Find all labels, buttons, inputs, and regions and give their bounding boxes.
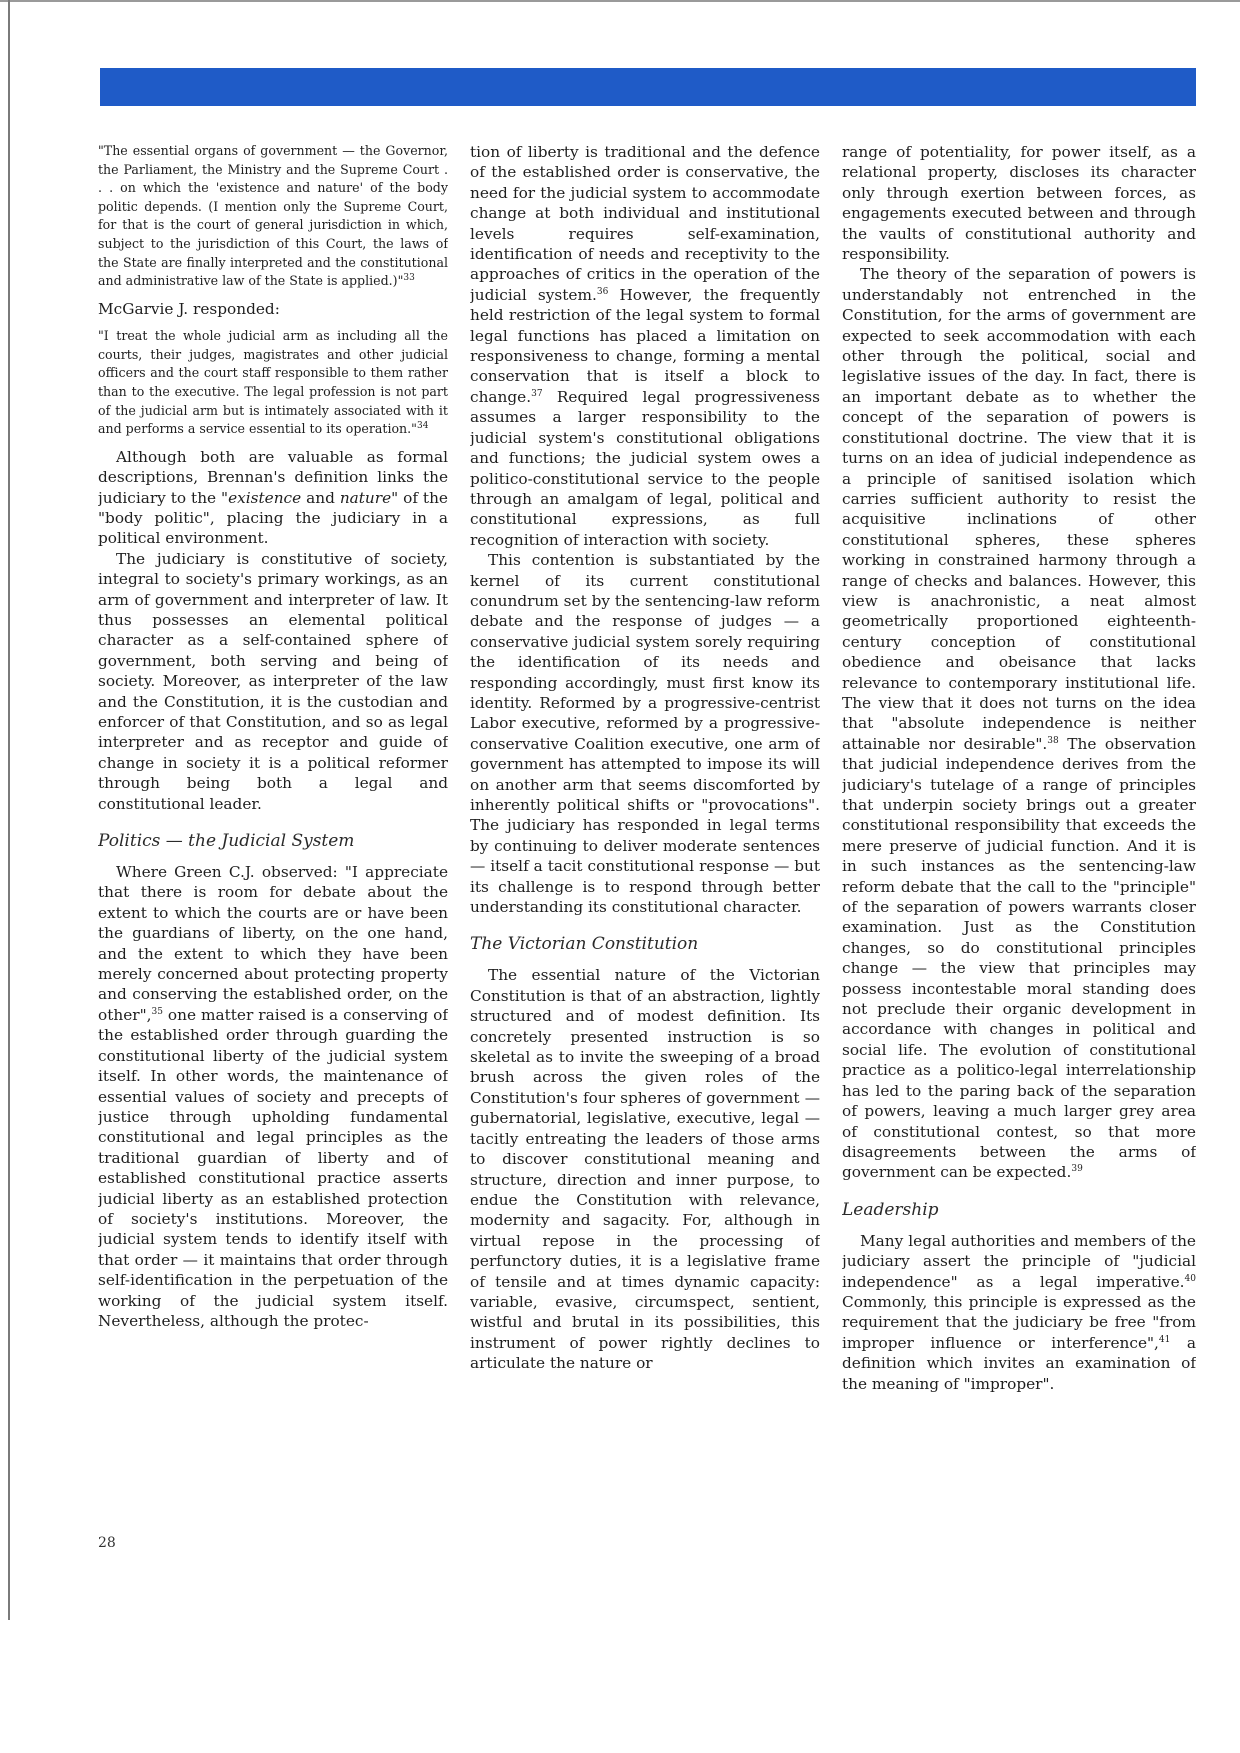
page-number: 28 (98, 1535, 116, 1551)
paragraph: The essential nature of the Victorian Constitution is that of an abstraction, lightly structured and of modest definition. Its concretely presented instruction is so skeletal as to invite the sweeping of a broad brush across the given roles of the Constitution's four spheres of government — gubernatorial, legislative, executive, legal — tacitly entreating the leaders of those arms to discover constitutional meaning and structure, direction and inner purpose, to endue the Constitution with relevance, modernity and sagacity. For, although in virtual repose in the processing of perfunctory duties, it is a legislative frame of tensile and at times dynamic capacity: variable, evasive, circumspect, sentient, wistful and brutal in its possibilities, this instrument of power rightly declines to articulate the nature or (470, 966, 820, 1373)
column-1 (98, 142, 448, 1522)
paragraph: The theory of the separation of powers is understandably not entrenched in the Constitution, for the arms of government are expected to seek accommodation with each other through the political, social and legislative issues of the day. In fact, there is an important debate as to whether the concept of the separation of powers is constitutional doctrine. The view that it is turns on an idea of judicial independence as a principle of sanitised isolation which carries sufficient authority to resist the acquisitive inclinations of other constitutional spheres, these spheres working in constrained harmony through a range of checks and balances. However, this view is anachronistic, a neat almost geometrically proportioned eighteenth-century conception of constitutional obedience and obeisance that lacks relevance to contemporary institutional life. The view that it does not turns on the idea that "absolute independence is neither attainable nor desirable".$^{38}$ The observation that judicial independence derives from the judiciary's tutelage of a range of principles that underpin society brings out a greater constitutional responsibility that exceeds the mere preserve of judicial function. And it is in such instances as the sentencing-law reform debate that the call to the "principle" of the separation of powers warrants closer examination. Just as the Constitution changes, so do constitutional principles change — the view that principles may possess incontestable moral standing does not preclude their organic development in accordance with changes in political and social life. The evolution of constitutional practice as a politico-legal interrelationship has led to the paring back of the separation of powers, leaving a much larger grey area of constitutional contest, so that more disagreements between the arms of government can be expected.$^{39}$ (842, 265, 1196, 1182)
paragraph-continued: range of potentiality, for power itself, as a relational property, discloses its character only through exertion between forces, as engagements executed between and through the vaults of constitutional authority and responsibility. (842, 143, 1196, 264)
column-2 (470, 142, 820, 1522)
footnote-ref-40[interactable]: 40 (1184, 1273, 1196, 1284)
paragraph: Although both are valuable as formal descriptions, Brennan's definition links the judiciary to the "existence and nature" of the "body politic", placing the judiciary in a political environment. (98, 447, 448, 548)
mcgarvie-lead-in: McGarvie J. responded: (98, 299, 280, 318)
header-band (100, 68, 1196, 106)
footnote-ref-33[interactable]: 33 (403, 272, 415, 283)
emphasis-existence: existence (228, 488, 302, 507)
column-3 (842, 142, 1196, 1522)
footnote-ref-38[interactable]: 38 (1047, 735, 1059, 746)
footnote-ref-41[interactable]: 41 (1158, 1334, 1171, 1345)
section-heading-politics: Politics — the Judicial System (98, 831, 355, 852)
footnote-ref-35[interactable]: 35 (151, 1006, 163, 1017)
top-rule (0, 0, 1240, 2)
section-heading-victorian-constitution: The Victorian Constitution (470, 934, 699, 955)
binding-edge (8, 0, 10, 1620)
section-heading-leadership: Leadership (842, 1199, 939, 1220)
emphasis-nature: nature (339, 488, 392, 507)
footnote-ref-39[interactable]: 39 (1071, 1164, 1083, 1175)
block-quote-brennan: "The essential organs of government — the Governor, the Parliament, the Ministry and the Supreme Court . . . on which the 'existence and nature' of the body politic depends. (I mention only the Supreme Court, for that is the court of general jurisdiction in which, subject to the jurisdiction of this Court, the laws of the State are finally interpreted and the constitutional and administrative law of the State is applied.)"$^{33}$ (98, 143, 448, 289)
paragraph: This contention is substantiated by the kernel of its current constitutional conundrum set by the sentencing-law reform debate and the response of judges — a conservative judicial system sorely requiring the identification of its needs and responding accordingly, must first know its identity. Reformed by a progressive-centrist Labor executive, reformed by a progressive-conservative Coalition executive, one arm of government has attempted to impose its will on another arm that seems discomforted by inherently political shifts or "provocations". The judiciary has responded in legal terms by continuing to deliver moderate sentences — itself a tacit constitutional response — but its challenge is to respond through better understanding its constitutional character. (470, 551, 820, 917)
footnote-ref-36[interactable]: 36 (596, 286, 609, 297)
paragraph: Many legal authorities and members of the judiciary assert the principle of "judicial independence" as a legal imperative.$^{40}$ Commonly, this principle is expressed as the requirement that the judiciary be free "from improper influence or interference",$^{41}$ a definition which invites an examination of the meaning of "improper". (842, 1231, 1196, 1393)
footnote-ref-34[interactable]: 34 (416, 420, 429, 431)
paragraph: Where Green C.J. observed: "I appreciate that there is room for debate about the extent to which the courts are or have been the guardians of liberty, on the one hand, and the extent to which they have been merely concerned about protecting property and conserving the established order, on the other",$^{35}$ one matter raised is a conserving of the established order through guarding the constitutional liberty of the judicial system itself. In other words, the maintenance of essential values of society and precepts of justice through upholding fundamental constitutional and legal principles as the traditional guardian of liberty and of established constitutional practice asserts judicial liberty as an established protection of society's institutions. Moreover, the judicial system tends to identify itself with that order — it maintains that order through self-identification in the perpetuation of the working of the judicial system itself. Nevertheless, although the protec- (98, 863, 448, 1330)
paragraph: The judiciary is constitutive of society, integral to society's primary workings, as an arm of government and interpreter of law. It thus possesses an elemental political character as a self-contained sphere of government, both serving and being of society. Moreover, as interpreter of the law and the Constitution, it is the custodian and enforcer of that Constitution, and so as legal interpreter and as receptor and guide of change in society it is a political reformer through being both a legal and constitutional leader. (98, 549, 448, 813)
footnote-ref-37[interactable]: 37 (531, 388, 543, 399)
paragraph-continued: tion of liberty is traditional and the defence of the established order is conservative, the need for the judicial system to accommodate change at both individual and institutional levels requires self-examination, identification of needs and receptivity to the approaches of critics in the operation of the judicial system.$^{36}$ However, the frequently held restriction of the legal system to formal legal functions has placed a limitation on responsiveness to change, forming a mental conservation that is itself a block to change.$^{37}$ Required legal progressiveness assumes a larger responsibility to the judicial system's constitutional obligations and functions; the judicial system owes a politico-constitutional service to the people through an amalgam of legal, political and constitutional expressions, as full recognition of interaction with society. (470, 143, 820, 549)
block-quote-mcgarvie: "I treat the whole judicial arm as including all the courts, their judges, magistrates and other judicial officers and the court staff responsible to them rather than to the executive. The legal profession is not part of the judicial arm but is intimately associated with it and performs a service essential to its operation."$^{34}$ (98, 328, 448, 437)
